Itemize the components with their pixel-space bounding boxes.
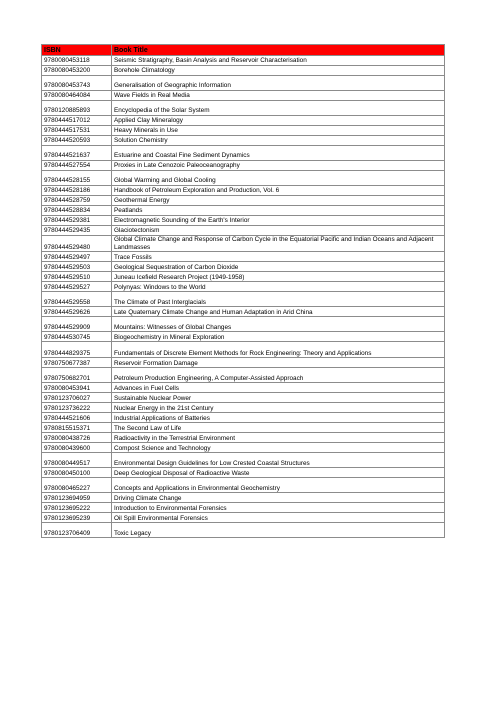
title-cell: Geological Sequestration of Carbon Dioxide [112,262,445,272]
title-cell: Introduction to Environmental Forensics [112,503,445,513]
isbn-cell: 9780080453118 [42,56,112,66]
table-row [42,66,445,76]
table-row [42,171,445,186]
table-row [42,76,445,91]
table-row [42,493,445,503]
isbn-cell: 9780080449517 [42,453,112,468]
isbn-cell: 9780444530745 [42,332,112,342]
isbn-cell: 9780080453200 [42,66,112,76]
table-row [42,413,445,423]
title-cell: Estuarine and Coastal Fine Sediment Dynamics [112,146,445,161]
table-row [42,126,445,136]
isbn-cell: 9780123695239 [42,513,112,523]
table-row [42,368,445,383]
table-row [42,332,445,342]
book-list-sheet [41,44,444,538]
title-cell: The Second Law of Life [112,423,445,433]
table-row [42,161,445,171]
table-row [42,272,445,282]
isbn-cell: 9780444529480 [42,236,112,252]
title-cell: Trace Fossils [112,252,445,262]
title-cell: Deep Geological Disposal of Radioactive Waste [112,468,445,478]
title-cell: Fundamentals of Discrete Element Methods for Rock Engineering: Theory and Applications [112,342,445,358]
table-row [42,433,445,443]
table-row [42,116,445,126]
isbn-cell: 9780444527554 [42,161,112,171]
table-row [42,342,445,358]
isbn-cell: 9780123695222 [42,503,112,513]
table-row [42,216,445,226]
title-cell: The Climate of Past Interglacials [112,292,445,307]
title-cell: Late Quaternary Climate Change and Human Adaptation in Arid China [112,307,445,317]
table-row [42,453,445,468]
table-row [42,206,445,216]
title-cell: Peatlands [112,206,445,216]
title-cell: Polynyas: Windows to the World [112,282,445,292]
title-cell: Borehole Climatology [112,66,445,76]
isbn-cell: 9780444529558 [42,292,112,307]
title-cell: Toxic Legacy [112,523,445,538]
book-rows [42,56,445,538]
isbn-cell: 9780444528155 [42,171,112,186]
table-row [42,358,445,368]
isbn-cell: 9780444528759 [42,196,112,206]
title-cell: Nuclear Energy in the 21st Century [112,403,445,413]
isbn-cell: 9780444521637 [42,146,112,161]
isbn-column-header: ISBN [42,45,112,56]
title-cell: Electromagnetic Sounding of the Earth's Interior [112,216,445,226]
title-cell: Environmental Design Guidelines for Low Crested Coastal Structures [112,453,445,468]
table-row [42,252,445,262]
table-row [42,513,445,523]
table-row [42,383,445,393]
title-cell: Petroleum Production Engineering, A Computer-Assisted Approach [112,368,445,383]
isbn-cell: 9780444529503 [42,262,112,272]
title-cell: Generalisation of Geographic Information [112,76,445,91]
title-cell: Reservoir Formation Damage [112,358,445,368]
title-cell: Handbook of Petroleum Exploration and Production, Vol. 6 [112,186,445,196]
book-table [41,44,445,538]
isbn-cell: 9780444529527 [42,282,112,292]
isbn-cell: 9780123736222 [42,403,112,413]
table-row [42,478,445,493]
title-cell: Biogeochemistry in Mineral Exploration [112,332,445,342]
title-cell: Global Warming and Global Cooling [112,171,445,186]
title-cell: Compost Science and Technology [112,443,445,453]
table-row [42,317,445,332]
title-cell: Concepts and Applications in Environmental Geochemistry [112,478,445,493]
isbn-cell: 9780750682701 [42,368,112,383]
table-row [42,136,445,146]
table-row [42,186,445,196]
title-cell: Sustainable Nuclear Power [112,393,445,403]
isbn-cell: 9780080453743 [42,76,112,91]
title-cell: Mountains: Witnesses of Global Changes [112,317,445,332]
isbn-cell: 9780080450100 [42,468,112,478]
isbn-cell: 9780080453941 [42,383,112,393]
table-row [42,443,445,453]
isbn-cell: 9780444529497 [42,252,112,262]
isbn-cell: 9780750677387 [42,358,112,368]
title-cell: Wave Fields in Real Media [112,91,445,101]
table-row [42,91,445,101]
title-cell: Juneau Icefield Research Project (1949-1958) [112,272,445,282]
title-cell: Oil Spill Environmental Forensics [112,513,445,523]
table-row [42,468,445,478]
isbn-cell: 9780444829375 [42,342,112,358]
title-cell: Global Climate Change and Response of Carbon Cycle in the Equatorial Pacific and Indian Oceans and Adjacent Landmasses [112,236,445,252]
table-row [42,292,445,307]
isbn-cell: 9780123706027 [42,393,112,403]
isbn-cell: 9780444529626 [42,307,112,317]
isbn-cell: 9780444517531 [42,126,112,136]
table-row [42,236,445,252]
isbn-cell: 9780444517012 [42,116,112,126]
isbn-cell: 9780444529435 [42,226,112,236]
table-row [42,262,445,272]
table-row [42,282,445,292]
isbn-cell: 9780444529381 [42,216,112,226]
header-row [42,45,445,56]
table-row [42,226,445,236]
table-row [42,503,445,513]
table-row [42,423,445,433]
title-cell: Proxies in Late Cenozoic Paleoceanography [112,161,445,171]
isbn-cell: 9780080438726 [42,433,112,443]
isbn-cell: 9780444521606 [42,413,112,423]
title-cell: Applied Clay Mineralogy [112,116,445,126]
title-cell: Radioactivity in the Terrestrial Environment [112,433,445,443]
table-row [42,393,445,403]
title-cell: Driving Climate Change [112,493,445,503]
table-row [42,101,445,116]
table-row [42,403,445,413]
title-cell: Solution Chemistry [112,136,445,146]
isbn-cell: 9780815515371 [42,423,112,433]
title-column-header: Book Title [112,45,445,56]
title-cell: Glaciotectonism [112,226,445,236]
isbn-cell: 9780123706409 [42,523,112,538]
isbn-cell: 9780444528186 [42,186,112,196]
title-cell: Industrial Applications of Batteries [112,413,445,423]
table-row [42,146,445,161]
isbn-cell: 9780080465227 [42,478,112,493]
title-cell: Advances in Fuel Cells [112,383,445,393]
title-cell: Geothermal Energy [112,196,445,206]
isbn-cell: 9780444529909 [42,317,112,332]
isbn-cell: 9780444528834 [42,206,112,216]
table-row [42,56,445,66]
table-row [42,307,445,317]
title-cell: Seismic Stratigraphy, Basin Analysis and Reservoir Characterisation [112,56,445,66]
isbn-cell: 9780444520593 [42,136,112,146]
table-row [42,523,445,538]
isbn-cell: 9780444529510 [42,272,112,282]
title-cell: Encyclopedia of the Solar System [112,101,445,116]
table-row [42,196,445,206]
title-cell: Heavy Minerals in Use [112,126,445,136]
isbn-cell: 9780080464084 [42,91,112,101]
isbn-cell: 9780080439600 [42,443,112,453]
isbn-cell: 9780120885893 [42,101,112,116]
isbn-cell: 9780123694959 [42,493,112,503]
